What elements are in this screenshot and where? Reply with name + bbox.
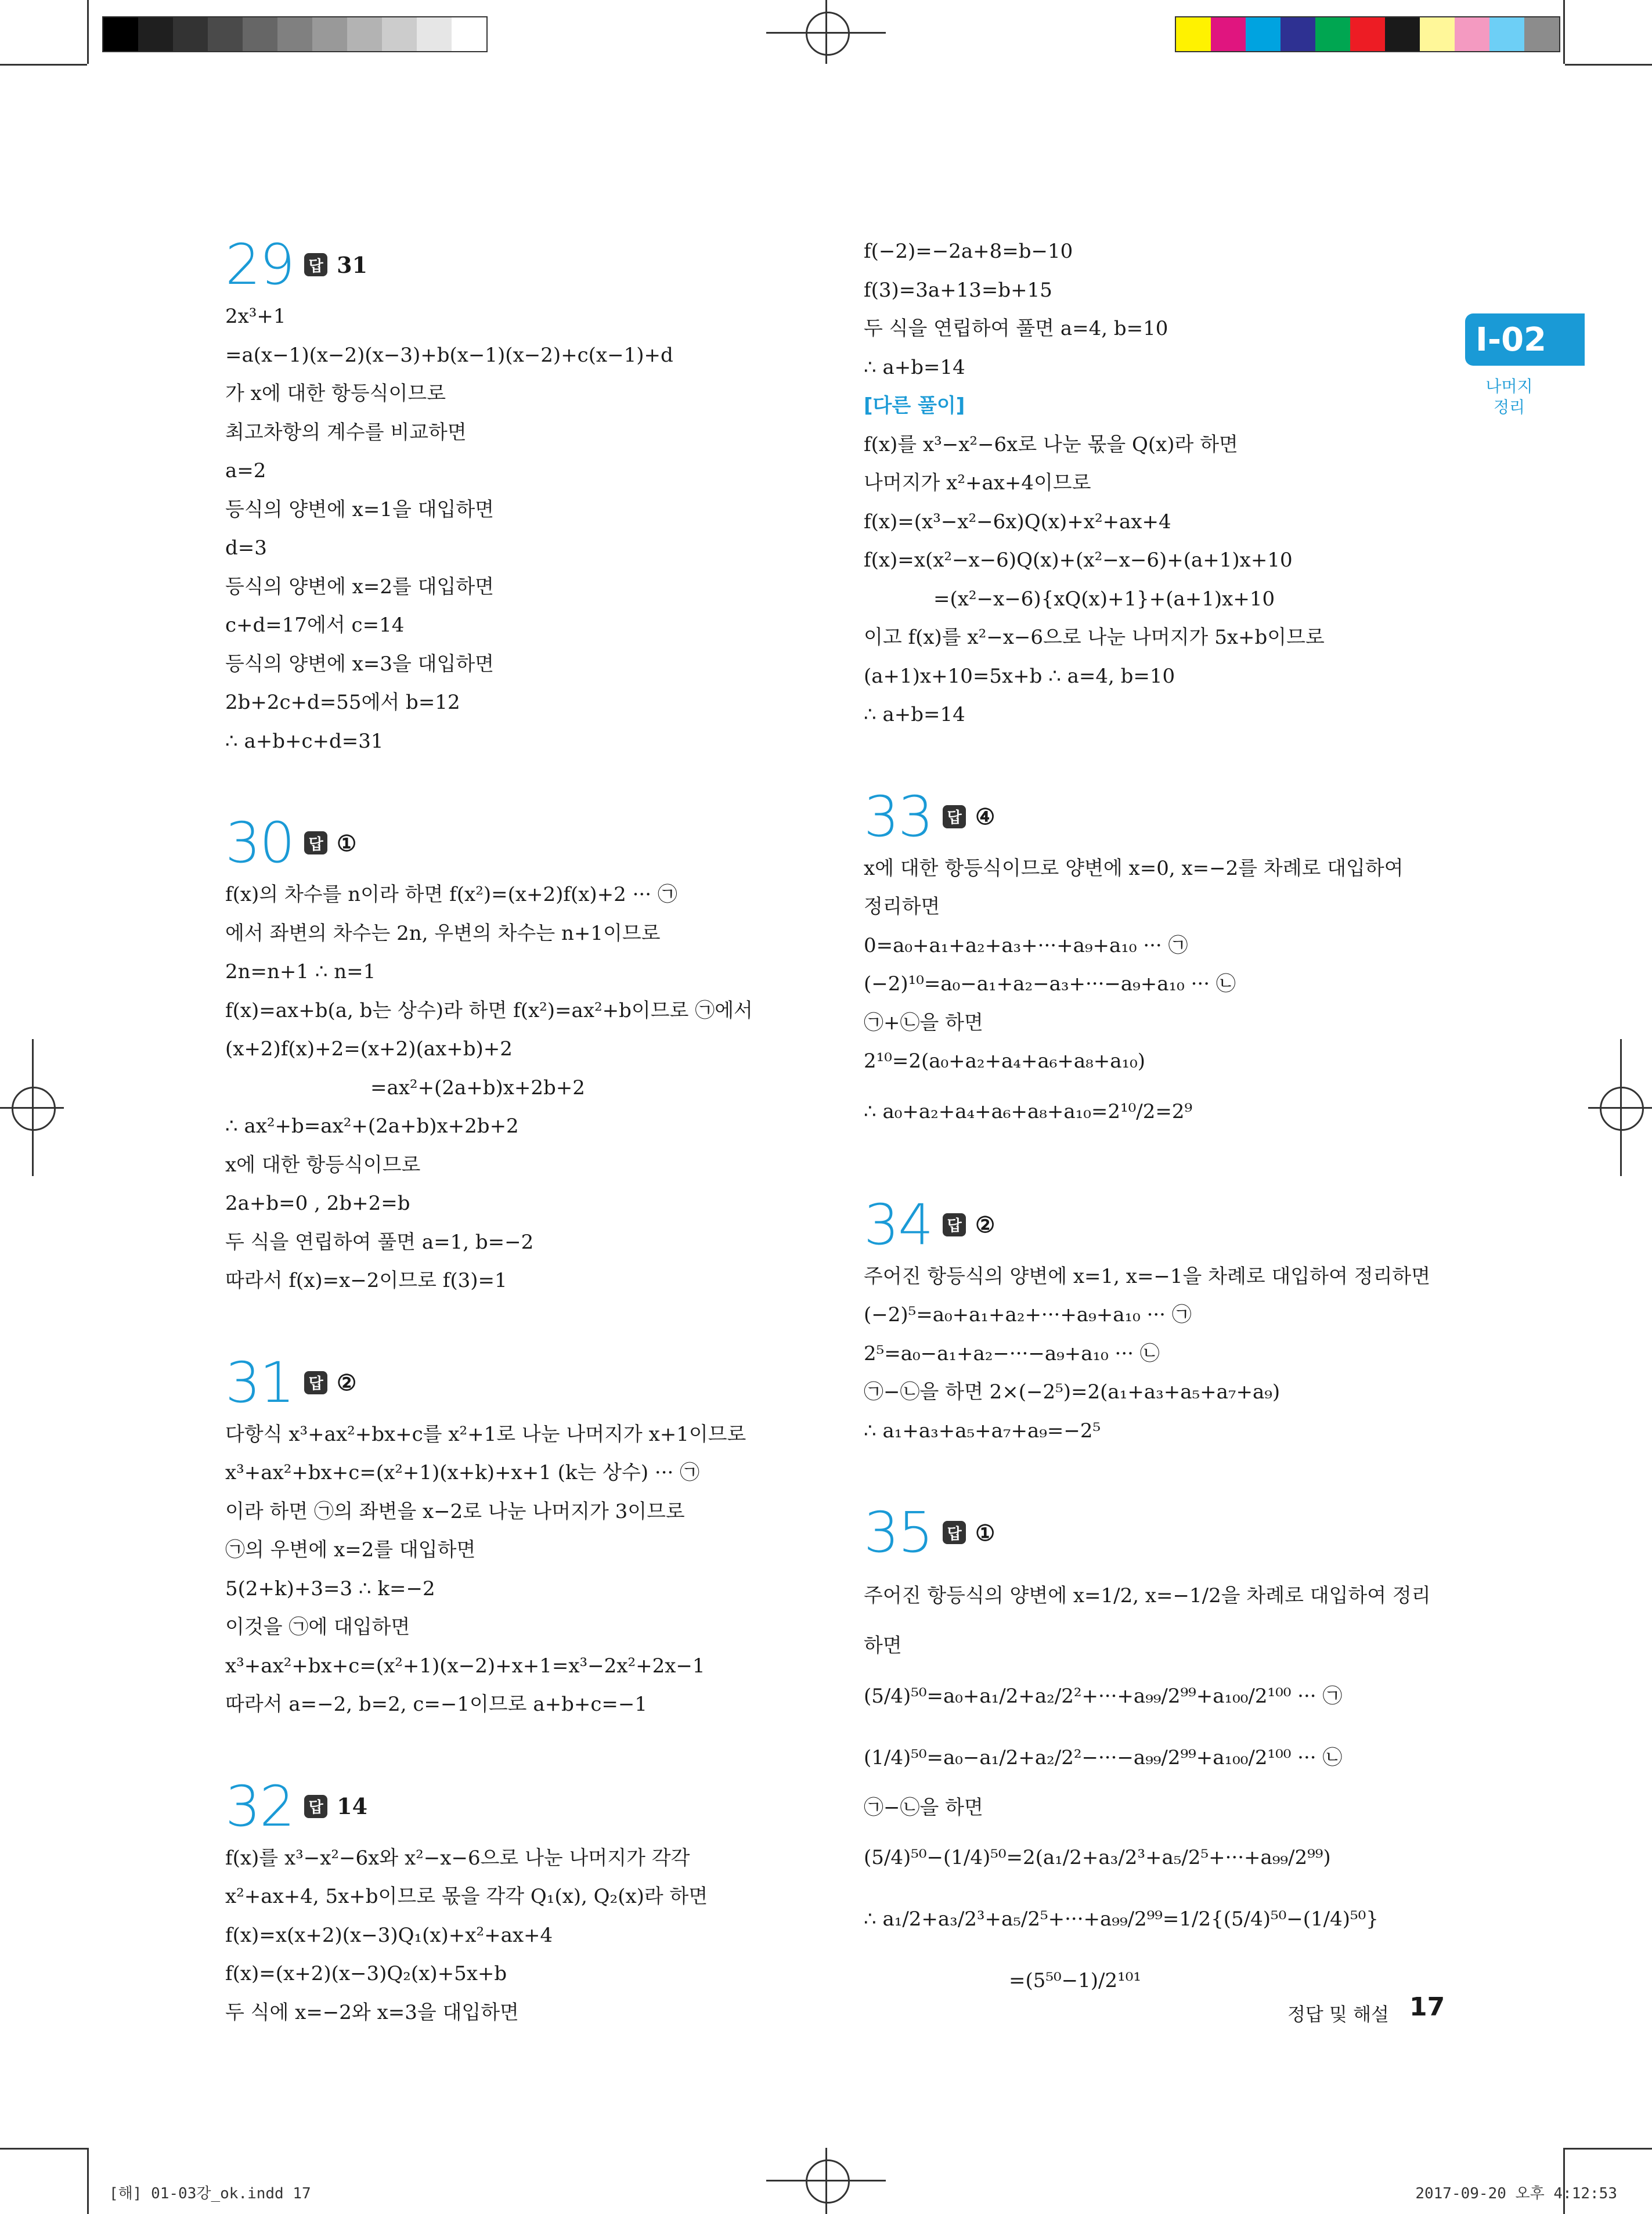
solution-line: 5(2+k)+3=3 ∴ k=−2 <box>225 1577 435 1600</box>
solution-line: ∴ a+b=14 <box>864 703 965 726</box>
solution-line: (a+1)x+10=5x+b ∴ a=4, b=10 <box>864 664 1175 688</box>
solution-line: 따라서 a=−2, b=2, c=−1이므로 a+b+c=−1 <box>225 1693 647 1716</box>
solution-line: 최고차항의 계수를 비교하면 <box>225 420 467 444</box>
solution-line: x³+ax²+bx+c=(x²+1)(x−2)+x+1=x³−2x²+2x−1 <box>225 1654 705 1678</box>
solution-line: 등식의 양변에 x=1을 대입하면 <box>225 497 495 521</box>
solution-line: 주어진 항등식의 양변에 x=1/2, x=−1/2을 차례로 대입하여 정리 <box>864 1584 1431 1607</box>
solution-line: 두 식에 x=−2와 x=3을 대입하면 <box>225 2000 519 2024</box>
solution-line: 0=a₀+a₁+a₂+a₃+···+a₉+a₁₀ ··· ㉠ <box>864 933 1188 957</box>
color-swatch <box>138 17 173 51</box>
answer-value: 31 <box>337 251 368 278</box>
solution-line: 2b+2c+d=55에서 b=12 <box>225 691 460 714</box>
answer-value: ① <box>975 1519 995 1546</box>
question-header <box>225 232 806 297</box>
answer-icon: 답 <box>943 1213 966 1236</box>
registration-crosshair <box>825 0 827 64</box>
solution-line: 2a+b=0 , 2b+2=b <box>225 1192 410 1215</box>
footer-label: 정답 및 해설 <box>1287 2003 1389 2025</box>
color-swatch <box>1489 17 1524 51</box>
color-swatch <box>1211 17 1246 51</box>
section-gap <box>864 1142 1444 1192</box>
crop-mark <box>0 64 87 66</box>
solution-line: 이것을 ㉠에 대입하면 <box>225 1616 410 1639</box>
answer-icon: 답 <box>943 1521 966 1544</box>
question-header <box>864 1192 1444 1257</box>
solution-line: f(x)=ax+b(a, b는 상수)라 하면 f(x²)=ax²+b이므로 ㉠에서 <box>225 998 753 1022</box>
solution-line: a=2 <box>225 459 266 482</box>
registration-mark <box>12 1087 56 1131</box>
solution-line: ∴ a₀+a₂+a₄+a₆+a₈+a₁₀=2¹⁰/2=2⁹ <box>864 1099 1193 1123</box>
solution-line: =ax²+(2a+b)x+2b+2 <box>370 1076 585 1099</box>
solution-line: 2n=n+1 ∴ n=1 <box>225 960 376 983</box>
solution-line: x²+ax+4, 5x+b이므로 몫을 각각 Q₁(x), Q₂(x)라 하면 <box>225 1885 708 1908</box>
chapter-label-line: 정리 <box>1493 398 1525 417</box>
question-header <box>225 1774 806 1839</box>
color-swatch <box>452 17 486 51</box>
color-swatch <box>243 17 277 51</box>
solution-line: f(x)=(x+2)(x−3)Q₂(x)+5x+b <box>225 1962 507 1985</box>
question-number: 35 <box>864 1500 933 1565</box>
color-swatch <box>382 17 417 51</box>
solution-line: (x+2)f(x)+2=(x+2)(ax+b)+2 <box>225 1037 513 1061</box>
solution-line: ∴ ax²+b=ax²+(2a+b)x+2b+2 <box>225 1115 519 1138</box>
solution-line: x에 대한 항등식이므로 양변에 x=0, x=−2를 차례로 대입하여 <box>864 856 1404 880</box>
color-swatch <box>1246 17 1281 51</box>
answer-value: ④ <box>975 803 995 830</box>
question-number: 31 <box>225 1350 294 1415</box>
registration-crosshair <box>825 2148 827 2214</box>
answer-icon: 답 <box>304 1371 327 1394</box>
answer-value: ② <box>975 1211 995 1238</box>
solution-line: 두 식을 연립하여 풀면 a=1, b=−2 <box>225 1230 534 1254</box>
solution-line: x³+ax²+bx+c=(x²+1)(x+k)+x+1 (k는 상수) ··· ㉠ <box>225 1461 700 1484</box>
solution-line: ㉠+㉡을 하면 <box>864 1011 983 1034</box>
grayscale-color-bar <box>102 16 488 52</box>
chapter-code: I-02 <box>1476 320 1547 359</box>
solution-line: 주어진 항등식의 양변에 x=1, x=−1을 차례로 대입하여 정리하면 <box>864 1264 1431 1288</box>
crop-mark <box>1563 2148 1565 2214</box>
registration-mark <box>806 2159 850 2204</box>
color-swatch <box>173 17 208 51</box>
color-swatch <box>1350 17 1385 51</box>
solution-line: (1/4)⁵⁰=a₀−a₁/2+a₂/2²−···−a₉₉/2⁹⁹+a₁₀₀/2¹⁰⁰ ··· ㉡ <box>864 1746 1343 1769</box>
solution-line: (5/4)⁵⁰−(1/4)⁵⁰=2(a₁/2+a₃/2³+a₅/2⁵+···+a₉₉/2⁹⁹) <box>864 1846 1331 1869</box>
solution-line: ∴ a+b+c+d=31 <box>225 729 384 753</box>
color-swatch <box>208 17 243 51</box>
alternative-solution-title: [다른 풀이] <box>864 394 965 417</box>
question-number: 30 <box>225 810 294 875</box>
crop-mark <box>87 2148 89 2214</box>
page-number: 17 <box>1409 1992 1445 2022</box>
answer-icon: 답 <box>304 1795 327 1818</box>
answer-icon: 답 <box>304 253 327 276</box>
solution-line: ㉠−㉡을 하면 2×(−2⁵)=2(a₁+a₃+a₅+a₇+a₉) <box>864 1380 1281 1404</box>
solution-line: 2x³+1 <box>225 305 286 328</box>
solution-line: 하면 <box>864 1634 902 1657</box>
question-header <box>864 1500 1444 1565</box>
solution-line: 이라 하면 ㉠의 좌변을 x−2로 나눈 나머지가 3이므로 <box>225 1499 685 1523</box>
left-column <box>225 232 806 2032</box>
color-swatch <box>1420 17 1455 51</box>
solution-line: 정리하면 <box>864 895 940 918</box>
solution-line: (5/4)⁵⁰=a₀+a₁/2+a₂/2²+···+a₉₉/2⁹⁹+a₁₀₀/2¹⁰⁰ ··· ㉠ <box>864 1684 1343 1708</box>
answer-value: 14 <box>337 1793 368 1819</box>
solution-line: 두 식을 연립하여 풀면 a=4, b=10 <box>864 317 1168 340</box>
question-header <box>225 810 806 875</box>
solution-line: 다항식 x³+ax²+bx+c를 x²+1로 나눈 나머지가 x+1이므로 <box>225 1422 746 1446</box>
slug-right: 2017-09-20 오후 4:12:53 <box>1415 2185 1617 2202</box>
solution-line: d=3 <box>225 536 267 560</box>
solution-line: 2¹⁰=2(a₀+a₂+a₄+a₆+a₈+a₁₀) <box>864 1050 1146 1073</box>
question-header <box>225 1350 806 1415</box>
solution-line: ㉠−㉡을 하면 <box>864 1795 983 1819</box>
registration-mark <box>1600 1087 1644 1131</box>
solution-line: f(x)=x(x²−x−6)Q(x)+(x²−x−6)+(a+1)x+10 <box>864 549 1293 572</box>
solution-line: f(x)=(x³−x²−6x)Q(x)+x²+ax+4 <box>864 510 1171 533</box>
question-number: 29 <box>225 232 294 297</box>
crop-mark <box>1565 64 1652 66</box>
slug-left: [해] 01-03강_ok.indd 17 <box>109 2185 311 2202</box>
registration-mark <box>806 12 850 56</box>
section-gap <box>225 1724 806 1774</box>
solution-line: ∴ a₁/2+a₃/2³+a₅/2⁵+···+a₉₉/2⁹⁹=1/2{(5/4)⁵⁰−(1/4)⁵⁰} <box>864 1907 1379 1931</box>
color-swatch <box>1524 17 1559 51</box>
solution-line: 등식의 양변에 x=3을 대입하면 <box>225 652 495 676</box>
solution-line: 등식의 양변에 x=2를 대입하면 <box>225 575 495 598</box>
question-number: 33 <box>864 784 933 849</box>
section-gap <box>864 734 1444 784</box>
solution-line: x에 대한 항등식이므로 <box>225 1153 421 1177</box>
solution-line: ㉠의 우변에 x=2를 대입하면 <box>225 1538 476 1562</box>
color-swatch <box>1281 17 1315 51</box>
solution-line: 따라서 f(x)=x−2이므로 f(3)=1 <box>225 1269 507 1292</box>
solution-line: 나머지가 x²+ax+4이므로 <box>864 471 1091 495</box>
question-number: 34 <box>864 1192 933 1257</box>
registration-crosshair <box>1620 1039 1622 1176</box>
color-swatch <box>1315 17 1350 51</box>
solution-line: 2⁵=a₀−a₁+a₂−···−a₉+a₁₀ ··· ㉡ <box>864 1342 1160 1365</box>
right-column <box>864 232 1444 2011</box>
solution-line: ∴ a+b=14 <box>864 355 965 379</box>
crop-mark <box>87 0 89 64</box>
color-swatch <box>1455 17 1489 51</box>
crop-mark <box>0 2148 87 2150</box>
chapter-tab <box>1465 313 1585 366</box>
solution-line: f(x)를 x³−x²−6x와 x²−x−6으로 나눈 나머지가 각각 <box>225 1846 690 1870</box>
question-number: 32 <box>225 1773 294 1839</box>
solution-line: (−2)⁵=a₀+a₁+a₂+···+a₉+a₁₀ ··· ㉠ <box>864 1303 1192 1326</box>
answer-icon: 답 <box>943 805 966 828</box>
solution-line: =(x²−x−6){xQ(x)+1}+(a+1)x+10 <box>933 587 1275 611</box>
answer-value: ② <box>337 1369 357 1396</box>
color-swatch <box>1385 17 1420 51</box>
crop-mark <box>1563 0 1565 64</box>
process-color-bar <box>1175 16 1560 52</box>
solution-line: =(5⁵⁰−1)/2¹⁰¹ <box>1009 1969 1142 1992</box>
answer-value: ① <box>337 830 357 856</box>
section-gap <box>864 1450 1444 1500</box>
color-swatch <box>103 17 138 51</box>
solution-line: f(−2)=−2a+8=b−10 <box>864 240 1073 263</box>
chapter-label-line: 나머지 <box>1485 377 1533 396</box>
color-swatch <box>347 17 382 51</box>
section-gap <box>225 760 806 810</box>
solution-line: f(3)=3a+13=b+15 <box>864 278 1052 302</box>
solution-line: f(x)=x(x+2)(x−3)Q₁(x)+x²+ax+4 <box>225 1923 553 1947</box>
color-swatch <box>417 17 452 51</box>
question-header <box>864 784 1444 849</box>
chapter-label <box>1474 376 1544 418</box>
registration-crosshair <box>32 1039 34 1176</box>
answer-icon: 답 <box>304 831 327 854</box>
solution-line: (−2)¹⁰=a₀−a₁+a₂−a₃+···−a₉+a₁₀ ··· ㉡ <box>864 972 1236 996</box>
solution-line: 에서 좌변의 차수는 2n, 우변의 차수는 n+1이므로 <box>225 921 661 945</box>
color-swatch <box>277 17 312 51</box>
solution-line: c+d=17에서 c=14 <box>225 614 405 637</box>
solution-line: f(x)를 x³−x²−6x로 나눈 몫을 Q(x)라 하면 <box>864 432 1238 456</box>
solution-line: =a(x−1)(x−2)(x−3)+b(x−1)(x−2)+c(x−1)+d <box>225 343 673 367</box>
section-gap <box>225 1300 806 1350</box>
color-swatch <box>312 17 347 51</box>
solution-line: f(x)의 차수를 n이라 하면 f(x²)=(x+2)f(x)+2 ··· ㉠ <box>225 883 677 906</box>
solution-line: 가 x에 대한 항등식이므로 <box>225 382 446 405</box>
color-swatch <box>1176 17 1211 51</box>
solution-line: 이고 f(x)를 x²−x−6으로 나눈 나머지가 5x+b이므로 <box>864 626 1325 649</box>
crop-mark <box>1565 2148 1652 2150</box>
solution-line: ∴ a₁+a₃+a₅+a₇+a₉=−2⁵ <box>864 1419 1101 1443</box>
